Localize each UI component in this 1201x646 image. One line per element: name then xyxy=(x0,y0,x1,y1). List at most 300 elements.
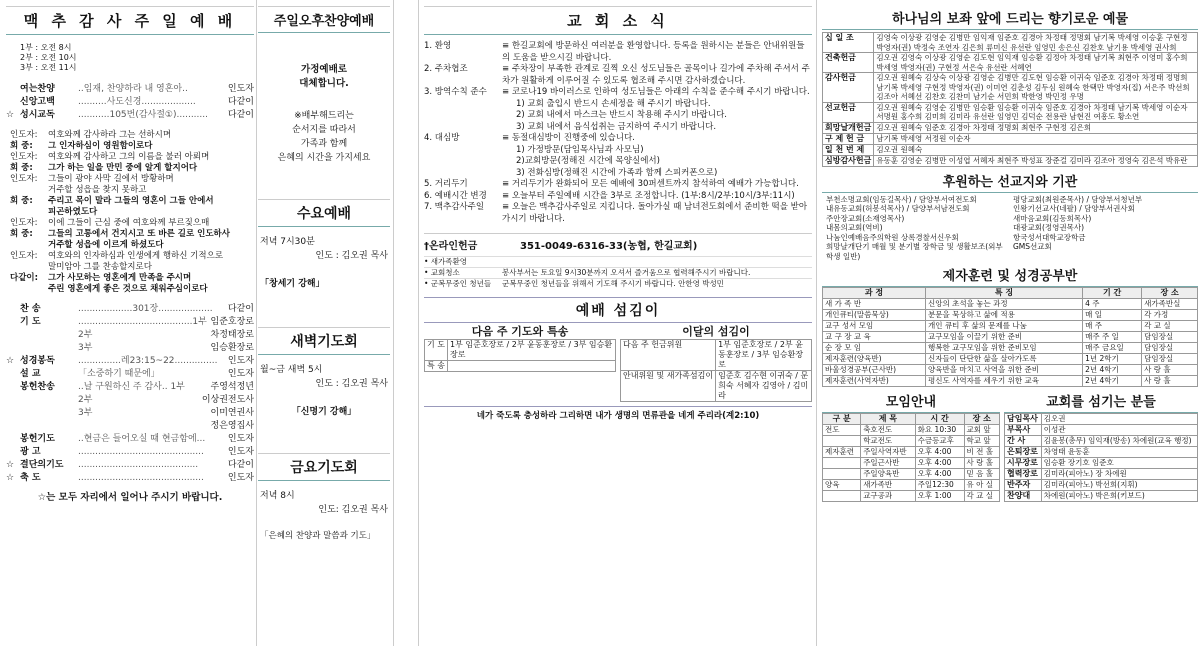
table-cell: 2년 4학기 xyxy=(1083,376,1142,387)
order-leader: 이미연권사 xyxy=(210,408,254,418)
note-line: 은혜의 시간을 가지세요 xyxy=(277,153,371,163)
serve-people-table xyxy=(1004,413,1198,502)
notice-key: • 교회청소 xyxy=(424,268,460,277)
order-row xyxy=(6,355,254,368)
wed-leader: 인도 : 김오권 목사 xyxy=(315,251,388,261)
table-cell: 행복한 교구모임을 위한 준비모임 xyxy=(926,343,1083,354)
month-serve-title: 이달의 섬김이 xyxy=(682,325,750,338)
notice-item xyxy=(424,256,812,267)
row-value: 1부 임준호장로 / 2부 윤동훈장로 / 3부 임승환장로 xyxy=(716,340,812,371)
service-times xyxy=(20,43,254,73)
table-cell xyxy=(823,436,861,447)
row-key: 기 도 xyxy=(425,340,448,361)
order-label: 축 도 xyxy=(20,473,41,483)
other-services-column xyxy=(258,0,390,646)
order-row xyxy=(6,329,254,342)
order-detail: ...................301장................... xyxy=(78,304,213,314)
news-key: 2. 주차협조 xyxy=(424,64,468,74)
news-title: 교 회 소 식 xyxy=(424,6,812,35)
small-notices xyxy=(424,256,812,289)
reading-line xyxy=(10,240,254,251)
table-cell: 새 가 족 반 xyxy=(823,299,926,310)
mission-title: 후원하는 선교지와 기관 xyxy=(822,169,1198,193)
reading-text: 여호와께 감사하라 그는 선하시며 xyxy=(48,130,172,140)
column-header: 제 목 xyxy=(861,414,915,425)
reading-line xyxy=(10,174,254,185)
table-row xyxy=(621,371,812,402)
table-cell: 양육반을 마치고 사역을 위한 준비 xyxy=(926,365,1083,376)
table-row xyxy=(823,299,1198,310)
person-role: 담임목사 xyxy=(1005,414,1042,425)
table-row xyxy=(823,425,1000,436)
table-row xyxy=(823,376,1198,387)
order-row xyxy=(6,342,254,355)
table-cell: 매 일 xyxy=(1083,310,1142,321)
fri-leader: 인도: 김오권 목사 xyxy=(318,505,388,515)
order-label: 여는찬양 xyxy=(20,84,55,94)
news-key: 1. 환영 xyxy=(424,41,452,51)
order-mark xyxy=(6,381,20,394)
prayer-title: 다음 주 기도와 특송 xyxy=(471,325,569,338)
table-cell: 주일12:30 xyxy=(915,480,964,491)
table-cell xyxy=(823,458,861,469)
offering-names: 김영숙 이상광 김영순 김병만 임익재 임준호 김경아 차정태 정명회 남기복 박세영 이승훈 구현정 박영자(권) 박정숙 조연자 김은희 류미신 유선란 임영민 송은신 김찬호 남기용 박세영 권사희 xyxy=(874,33,1198,53)
person-role: 은퇴장로 xyxy=(1005,447,1042,458)
offering-names: 김오권 김영숙 이상광 김영순 김도현 임익재 임승환 김정아 차정태 남기복 최현주 이영미 홍수희 박세영 박영자(권) 구현정 서은숙 유선란 서혜연 xyxy=(874,53,1198,73)
order-leader: 이상권전도사 xyxy=(201,395,254,405)
order-row xyxy=(6,446,254,459)
table-cell: 교구 성서 모임 xyxy=(823,321,926,332)
order-mark: ☆ xyxy=(6,356,15,366)
reading-text: 말미암아 그를 찬송할지로다 xyxy=(48,262,152,272)
news-item xyxy=(424,145,812,157)
fri-time: 저녁 8시 xyxy=(260,491,295,501)
news-value: 1) 교회 출입시 반드시 손세정을 해 주시기 바랍니다. xyxy=(516,98,711,109)
news-key xyxy=(424,168,502,180)
table-row xyxy=(621,340,812,371)
dawn-time: 월~금 새벽 5시 xyxy=(260,365,323,375)
table-cell: 비 전 홀 xyxy=(964,447,999,458)
order-detail: 2부 xyxy=(78,395,93,405)
news-item xyxy=(424,64,812,87)
family-worship-note xyxy=(258,63,390,91)
reading-text: 이에 그들이 근심 중에 여호와께 부르짖으매 xyxy=(48,218,210,228)
reading-line xyxy=(10,207,254,218)
order-mark xyxy=(6,394,20,407)
news-item xyxy=(424,168,812,180)
news-item xyxy=(424,156,812,168)
mission-item: 나눔인예배음주의학원 상록경찰서신우회 xyxy=(826,232,959,242)
row-value: 임준호 김수현 이귀숙 / 문희숙 서혜자 김영아 / 김미라 xyxy=(716,371,812,402)
order-leader: 주영석정년 xyxy=(210,382,254,392)
table-cell: 제자훈련(사역자반) xyxy=(823,376,926,387)
order-mark: ☆ xyxy=(6,473,15,483)
reading-text: 주린 영혼에게 좋은 것으로 채워주심이로다 xyxy=(48,284,208,294)
table-cell: 믿 음 홀 xyxy=(964,469,999,480)
reading-speaker: 회 중: xyxy=(10,229,33,239)
reading-line xyxy=(10,185,254,196)
order-mark xyxy=(6,329,20,342)
order-row xyxy=(6,394,254,407)
order-detail: 2부 xyxy=(78,330,93,340)
table-cell: 개인 큐티 후 삶의 문제를 나눔 xyxy=(926,321,1083,332)
reading-line xyxy=(10,218,254,229)
table-cell: 제자훈련(양육반) xyxy=(823,354,926,365)
news-value: 3) 교회 내에서 음식섭취는 금지하여 주시기 바랍니다. xyxy=(516,121,717,132)
offering-type: 회망날개헌금 xyxy=(823,122,874,133)
table-cell: 주일근사반 xyxy=(861,458,915,469)
table-row xyxy=(425,340,616,361)
mission-item: 평당교회(최원준목사) / 담양부서청년부 xyxy=(1013,194,1143,204)
table-cell: 매 주 xyxy=(1083,321,1142,332)
offering-names: 김오권 원혜숙 xyxy=(874,144,1198,155)
table-cell: 각 가정 xyxy=(1142,310,1198,321)
table-header-row xyxy=(823,414,1000,425)
offering-names: 유동훈 김영순 김병만 이성엽 서혜자 최현주 박성표 장준걸 김미라 김조아 정영숙 김은석 박유란 xyxy=(874,155,1198,166)
news-key: 4. 대심방 xyxy=(424,133,460,143)
order-mark xyxy=(6,83,20,96)
order-mark xyxy=(6,368,20,381)
table-cell: 담임장실 xyxy=(1142,343,1198,354)
order-label: 설 교 xyxy=(20,369,41,379)
offering-row xyxy=(823,53,1198,73)
offerings-table xyxy=(822,32,1198,167)
person-row xyxy=(1005,414,1198,425)
news-key: 5. 거리두기 xyxy=(424,179,468,189)
table-cell: 각 교 실 xyxy=(1142,321,1198,332)
table-cell: 사 랑 홀 xyxy=(964,458,999,469)
news-item xyxy=(424,179,812,191)
order-label: 봉헌기도 xyxy=(20,434,55,444)
news-value: ≡ 오늘부터 주일예배 시간을 3부로 조정합니다. (1부:8시/2부:10시/3부:11시) xyxy=(502,190,795,201)
table-cell: 담임장실 xyxy=(1142,332,1198,343)
order-leader: 인도자 xyxy=(227,84,254,94)
person-row xyxy=(1005,425,1198,436)
row-value xyxy=(448,361,616,372)
serve-tables xyxy=(424,323,812,402)
wed-title: 수요예배 xyxy=(258,199,390,227)
online-offering-label: †온라인헌금 xyxy=(424,241,478,252)
table-cell: 유 아 실 xyxy=(964,480,999,491)
serve-people-title: 교회를 섬기는 분들 xyxy=(1004,389,1198,413)
table-row xyxy=(823,436,1000,447)
order-row xyxy=(6,316,254,329)
fri-theme: 「은혜의 찬양과 말씀과 기도」 xyxy=(260,531,376,541)
news-value: ≡ 한길교회에 방문하신 여러분을 환영합니다. 등록을 원하시는 분들은 안내위원들의 도움을 받으시길 바랍니다. xyxy=(502,41,805,63)
reading-text: 그들이 광야 사막 길에서 방황하며 xyxy=(48,174,174,184)
news-value: ≡ 거리두기가 완화되어 모든 예배에 30퍼센트까지 참석하여 예배가 가능합니다. xyxy=(502,179,799,189)
table-row xyxy=(823,491,1000,502)
column-header: 구 분 xyxy=(823,414,861,425)
person-names: 임승환 장기호 임준호 xyxy=(1041,458,1197,469)
dawn-leader: 인도 : 김오권 목사 xyxy=(315,379,388,389)
notice-value: 봉사부서는 토요일 9시30분까지 오셔서 즐거움으로 협력해주시기 바랍니다. xyxy=(502,268,751,277)
table-cell: 매주 주 일 xyxy=(1083,332,1142,343)
offering-row xyxy=(823,155,1198,166)
column-header: 과 정 xyxy=(823,288,926,299)
news-item xyxy=(424,41,812,64)
order-row xyxy=(6,368,254,381)
meeting-table xyxy=(822,413,1000,502)
order-label: 기 도 xyxy=(20,317,41,327)
order-leader: 다같이 xyxy=(227,460,254,470)
note-line: 가정예배로 xyxy=(301,64,347,75)
table-row xyxy=(823,447,1000,458)
fri-title: 금요기도회 xyxy=(258,453,390,481)
table-cell: 신자들이 단단한 삶을 살아가도록 xyxy=(926,354,1083,365)
online-offering xyxy=(424,233,812,252)
order-leader: 인도자 xyxy=(227,434,254,444)
reading-text: 그가 하는 일을 만민 중에 알게 할지어다 xyxy=(48,163,198,173)
mission-item: 대광교회(정영권목사) xyxy=(1013,223,1085,232)
order-detail: ..........사도신경................... xyxy=(78,97,196,107)
table-cell: 제자훈련 xyxy=(823,447,861,458)
table-cell: 개인큐티(말씀묵상) xyxy=(823,310,926,321)
table-cell: 양육 xyxy=(823,480,861,491)
service-title: 맥 추 감 사 주 일 예 배 xyxy=(6,6,254,35)
news-item xyxy=(424,87,812,99)
offering-row xyxy=(823,133,1198,144)
mission-item: 항국성서대학교장학금 xyxy=(1013,232,1086,242)
mission-item: GMS선교회 xyxy=(1013,242,1052,251)
order-leader: 임승환장로 xyxy=(210,343,254,353)
order-detail: 3부 xyxy=(78,343,93,353)
order-detail: ........................................1부 xyxy=(78,317,207,327)
news-value: ≡ 코로나19 바이러스로 인하여 성도님들은 아래의 수칙을 준수해 주시기 바랍니다. xyxy=(502,87,810,97)
person-role: 시무장로 xyxy=(1005,458,1042,469)
order-mark xyxy=(6,407,20,420)
news-key xyxy=(424,145,502,157)
person-row xyxy=(1005,447,1198,458)
table-cell: 사 랑 홀 xyxy=(1142,365,1198,376)
table-cell xyxy=(823,469,861,480)
news-value: 2) 교회 내에서 마스크는 반드시 착용해 주시기 바랍니다. xyxy=(516,110,727,120)
table-cell: 오후 4:00 xyxy=(915,458,964,469)
table-cell: 수금등교후 xyxy=(915,436,964,447)
news-key xyxy=(424,156,502,168)
mission-item: 주안장교회(소재영목사) xyxy=(826,213,905,223)
row-key: 다음 주 헌금위원 xyxy=(621,340,716,371)
notice-item xyxy=(424,267,812,278)
table-cell: 새가족반실 xyxy=(1142,299,1198,310)
order-mark xyxy=(6,96,20,109)
order-label: 봉헌찬송 xyxy=(20,382,55,392)
order-row xyxy=(6,303,254,316)
reading-text: 그 인자하심이 영원함이로다 xyxy=(48,141,153,151)
table-cell: 오후 4:00 xyxy=(915,469,964,480)
reading-line xyxy=(10,273,254,284)
table-row xyxy=(823,354,1198,365)
table-cell: 순 장 모 임 xyxy=(823,343,926,354)
offering-type: 선교헌금 xyxy=(823,102,874,122)
meeting-section xyxy=(822,389,1198,502)
order-list-1 xyxy=(6,83,254,122)
order-mark xyxy=(6,303,20,316)
order-row xyxy=(6,96,254,109)
order-row xyxy=(6,433,254,446)
stand-note: ☆는 모두 자리에서 일어나 주시기 바랍니다. xyxy=(37,492,223,503)
order-row xyxy=(6,472,254,485)
reading-line xyxy=(10,130,254,141)
offering-type: 십 일 조 xyxy=(823,33,874,53)
table-cell: 교구공과 xyxy=(861,491,915,502)
news-key: 6. 예배시간 변경 xyxy=(424,190,487,201)
offerings-title: 하나님의 보좌 앞에 드리는 향기로운 예물 xyxy=(822,6,1198,30)
column-header: 기 간 xyxy=(1083,288,1142,299)
fri-info xyxy=(260,489,388,543)
order-label: 결단의기도 xyxy=(20,460,64,470)
offering-row xyxy=(823,33,1198,53)
offering-names: 남기복 박세영 서정원 이순자 xyxy=(874,133,1198,144)
meeting-title: 모임안내 xyxy=(822,389,1000,413)
person-role: 협력장로 xyxy=(1005,469,1042,480)
mission-list xyxy=(822,193,1198,264)
reading-line xyxy=(10,284,254,295)
reading-speaker: 회 중: xyxy=(10,141,33,151)
serve-title: 예배 섬김이 xyxy=(424,297,812,323)
order-detail: 「소중하기 때문에」 xyxy=(78,369,160,379)
news-value: ≡ 주차장이 부족한 관계로 길찍 오신 성도님들은 골목이나 길가에 주차해 주셔서 주차가 원활하게 이루어질 수 있도록 협조해 주시면 감사하겠습니다. xyxy=(502,64,810,86)
notice-key: • 새가족환영 xyxy=(424,257,468,266)
mission-item: 내유동교회(허봉석목사) / 담양부서남전도회 xyxy=(826,204,970,213)
reading-speaker: 회 중: xyxy=(10,163,33,173)
notice-item xyxy=(424,278,812,289)
person-names: 이성관 xyxy=(1041,425,1197,436)
reading-speaker: 인도자: xyxy=(10,251,38,261)
order-leader: 다같이 xyxy=(227,304,254,314)
news-key xyxy=(424,110,502,122)
reading-text: 주리고 목이 말라 그들의 영혼이 그들 안에서 xyxy=(48,196,214,206)
row-key: 특 송 xyxy=(425,361,448,372)
news-value: 2)교회방문(정해진 시간에 목양실에서) xyxy=(516,156,660,166)
person-row xyxy=(1005,480,1198,491)
order-leader: 다같이 xyxy=(227,97,254,107)
news-value: ≡ 오늘은 맥추감사주일로 지킵니다. 돌아가실 때 남녀전도회에서 준비한 떡을 받아가시기 바랍니다. xyxy=(502,202,808,224)
column-header: 시 간 xyxy=(915,414,964,425)
row-value: 1부 임준호장로 / 2부 윤동훈장로 / 3부 임승환장로 xyxy=(448,340,616,361)
service-time: 2부 : 오전 10시 xyxy=(20,53,77,62)
order-label: 성시교독 xyxy=(20,110,55,120)
order-leader: 다같이 xyxy=(227,110,254,120)
wed-time: 저녁 7시30분 xyxy=(260,237,315,247)
table-cell: 4 주 xyxy=(1083,299,1142,310)
reading-text: 여호와께 감사하고 그의 이름을 불러 아뢰며 xyxy=(48,152,210,162)
table-row xyxy=(823,480,1000,491)
offering-row xyxy=(823,102,1198,122)
order-detail: ...........105번(감사절①)........... xyxy=(78,110,208,120)
news-list xyxy=(424,41,812,225)
person-names: 김미라(피아노) 박선희(지휘) xyxy=(1041,480,1197,491)
person-row xyxy=(1005,491,1198,502)
memory-verse: 네가 죽도록 충성하라 그리하면 내가 생명의 면류관을 네게 주리라(계2:10) xyxy=(424,406,812,421)
training-title: 제자훈련 및 성경공부반 xyxy=(822,263,1198,287)
person-names: 김오권 xyxy=(1041,414,1197,425)
table-header-row xyxy=(823,288,1198,299)
reading-text: 거주할 성읍을 찾지 못하고 xyxy=(48,185,147,195)
order-mark xyxy=(6,342,20,355)
table-cell: 새가족반 xyxy=(861,480,915,491)
table-cell: 매주 금요일 xyxy=(1083,343,1142,354)
reading-text: 거주할 성읍에 이르게 하셨도다 xyxy=(48,240,164,250)
order-row xyxy=(6,459,254,472)
table-cell: 교회 앞 xyxy=(964,425,999,436)
offering-type: 구 제 헌 금 xyxy=(823,133,874,144)
order-detail: ...............레23:15~22............... xyxy=(78,356,218,366)
service-time: 3부 : 오전 11시 xyxy=(20,63,77,72)
order-leader: 인도자 xyxy=(227,356,254,366)
column-header: 장 소 xyxy=(964,414,999,425)
table-row xyxy=(823,343,1198,354)
service-time: 1부 : 오전 8시 xyxy=(20,43,72,52)
person-row xyxy=(1005,436,1198,447)
order-detail: ..현금은 들어오실 때 현금함에... xyxy=(78,434,206,444)
wed-info xyxy=(260,235,388,291)
order-label: 신앙고백 xyxy=(20,97,55,107)
news-item xyxy=(424,191,812,203)
offering-type: 심방감사헌금 xyxy=(823,155,874,166)
order-detail: ............................................ xyxy=(78,473,204,483)
offering-type: 일 천 번 제 xyxy=(823,144,874,155)
order-list-2 xyxy=(6,303,254,485)
offering-type: 건축헌금 xyxy=(823,53,874,73)
note-line: 가족과 함께 xyxy=(300,139,348,149)
reading-text: 그들의 고통에서 건지시고 또 바른 길로 인도하사 xyxy=(48,229,230,239)
column-header: 장 소 xyxy=(1142,288,1198,299)
order-detail: .......................................... xyxy=(78,460,199,470)
training-table xyxy=(822,287,1198,387)
table-row xyxy=(823,321,1198,332)
notice-value xyxy=(502,257,812,267)
table-row xyxy=(823,332,1198,343)
reading-speaker: 인도자: xyxy=(10,218,38,228)
table-cell: 오후 1:00 xyxy=(915,491,964,502)
reading-line xyxy=(10,152,254,163)
table-cell: 학교전도 xyxy=(861,436,915,447)
order-label: 성경봉독 xyxy=(20,356,55,366)
order-label: 광 고 xyxy=(20,447,41,457)
order-mark xyxy=(6,316,20,329)
order-detail: ..임재, 찬양하라 내 영혼아.. xyxy=(78,84,188,94)
news-value: 1) 가정방문(담임목사님과 사모님) xyxy=(516,144,644,155)
news-key xyxy=(424,99,502,111)
table-cell: 분문을 묵상하고 삶에 적용 xyxy=(926,310,1083,321)
table-cell xyxy=(823,491,861,502)
table-cell: 사 랑 홀 xyxy=(1142,376,1198,387)
reading-line xyxy=(10,229,254,240)
order-leader: 임준호장로 xyxy=(210,317,254,327)
order-label: 찬 송 xyxy=(20,304,41,314)
notice-value: 군복무중인 청년들을 위해서 기도해 주시기 바랍니다. 안한영 박성민 xyxy=(502,279,724,288)
order-row xyxy=(6,407,254,420)
offering-row xyxy=(823,122,1198,133)
family-worship-guide xyxy=(258,109,390,165)
offering-names: 김오권 원혜숙 임준호 김경아 차정태 정명회 최현주 구현정 김은희 xyxy=(874,122,1198,133)
table-cell: 학교 앞 xyxy=(964,436,999,447)
note-line: 순서지를 따라서 xyxy=(292,125,356,135)
table-row xyxy=(425,361,616,372)
responsive-reading xyxy=(10,130,254,295)
table-cell: 교 구 장 교 육 xyxy=(823,332,926,343)
person-role: 간 사 xyxy=(1005,436,1042,447)
row-key: 안내위원 및 새가족섬김이 xyxy=(621,371,716,402)
reading-speaker: 인도자: xyxy=(10,130,38,140)
offering-row xyxy=(823,73,1198,103)
news-key: 3. 방역수칙 준수 xyxy=(424,87,487,97)
person-names: 김미라(피아노) 장 차에원 xyxy=(1041,469,1197,480)
table-cell: 주일사역자반 xyxy=(861,447,915,458)
notice-key: • 군복무중인 청년들 xyxy=(424,279,492,288)
offerings-column xyxy=(822,0,1198,646)
